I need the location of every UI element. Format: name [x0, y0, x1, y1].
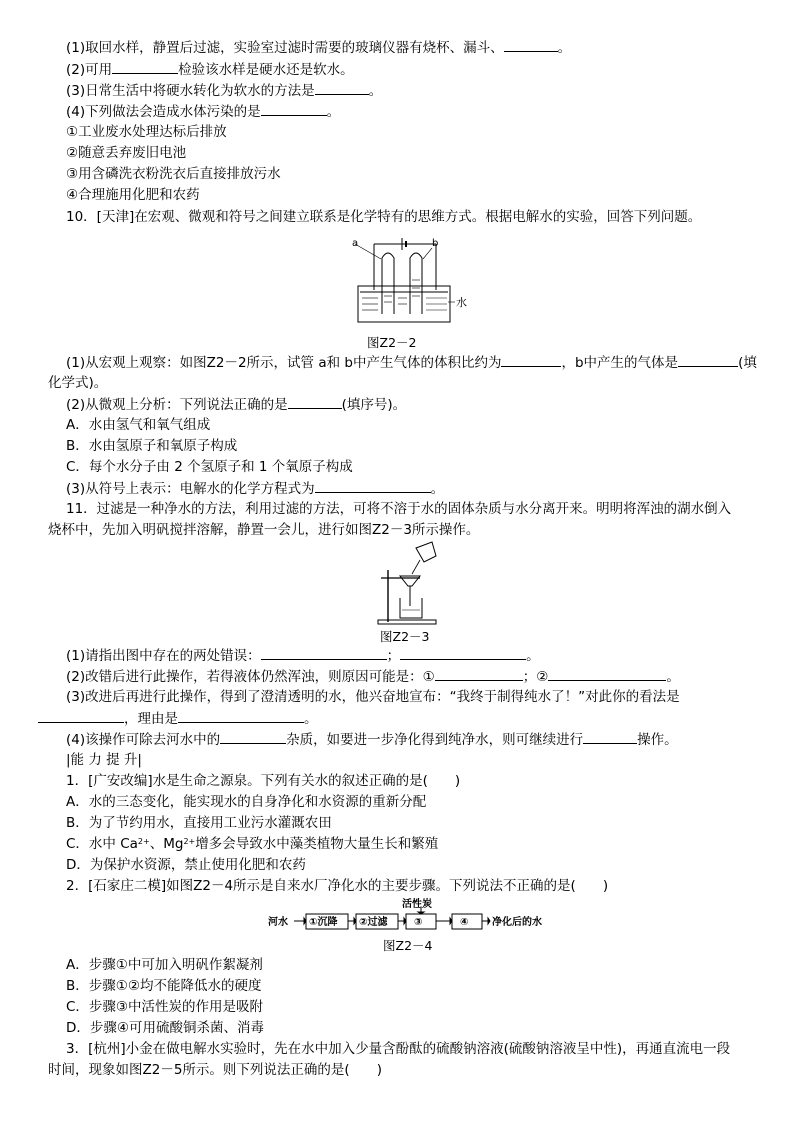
- figure-caption: 图Z2－2: [367, 335, 417, 350]
- n2-option-a: A．步骤①中可加入明矾作絮凝剂: [66, 957, 263, 973]
- answer-blank[interactable]: [315, 81, 369, 95]
- n3-stem-line2: 时间，现象如图Z2－5所示。则下列说法正确的是( ): [48, 1062, 382, 1078]
- figure-caption: 图Z2－4: [383, 938, 433, 953]
- answer-blank[interactable]: [288, 395, 342, 409]
- q11-part3-cont: ，理由是 。: [38, 709, 318, 728]
- activated-carbon-label: 活性炭: [402, 899, 432, 910]
- flow-step4: ④: [460, 917, 469, 928]
- flow-step3: ③: [414, 917, 423, 928]
- answer-blank[interactable]: [504, 38, 558, 52]
- q10-part1-cont: 化学式)。: [48, 375, 108, 391]
- q10-part1: (1)从宏观上观察：如图Z2－2所示，试管 a和 b中产生气体的体积比约为 ，b中产生的气体是 (填: [66, 355, 757, 371]
- answer-blank[interactable]: [501, 353, 561, 367]
- n1-option-c: C．水中 $Ca^{2+}$、$Mg^{2+}$增多会导致水中藻类植物大量生长和繁殖: [66, 836, 439, 852]
- label-water: 水: [456, 296, 467, 309]
- n3-stem-line1: 3．[杭州]小金在做电解水实验时，先在水中加入少量含酚酞的硫酸钠溶液(硫酸钠溶液呈中性)，再通直流电一段: [66, 1041, 731, 1057]
- n1-stem: 1．[广安改编]水是生命之源泉。下列有关水的叙述正确的是( ): [66, 773, 461, 789]
- q9-option-1: ①工业废水处理达标后排放: [66, 124, 227, 140]
- q11-part2: (2)改错后进行此操作，若得液体仍然浑浊，则原因可能是：① ；② 。: [66, 669, 680, 685]
- q9-option-3: ③用含磷洗衣粉洗衣后直接排放污水: [66, 166, 281, 182]
- q9-option-2: ②随意丢弃废旧电池: [66, 145, 187, 161]
- flow-river: 河水: [268, 917, 288, 928]
- answer-blank[interactable]: [112, 60, 178, 74]
- answer-blank[interactable]: [435, 667, 523, 681]
- n2-stem: 2．[石家庄二模]如图Z2－4所示是自来水厂净化水的主要步骤。下列说法不正确的是( ): [66, 878, 609, 894]
- section-heading: |能 力 提 升|: [66, 752, 142, 768]
- q10-option-b: B．水由氢原子和氧原子构成: [66, 438, 238, 454]
- n2-option-b: B．步骤①②均不能降低水的硬度: [66, 978, 262, 994]
- q9-part3: (3)日常生活中将硬水转化为软水的方法是 。: [66, 83, 383, 99]
- answer-blank[interactable]: [678, 353, 738, 367]
- q9-part1: (1)取回水样，静置后过滤，实验室过滤时需要的玻璃仪器有烧杯、漏斗、 。: [66, 40, 572, 56]
- answer-blank[interactable]: [261, 646, 387, 660]
- answer-blank[interactable]: [400, 646, 526, 660]
- answer-blank[interactable]: [220, 730, 286, 744]
- q9-part2: (2)可用 检验该水样是硬水还是软水。: [66, 62, 354, 78]
- q11-stem-line1: 11．过滤是一种净水的方法，利用过滤的方法，可将不溶于水的固体杂质与水分离开来。明明将浑浊的湖水倒入: [66, 501, 732, 517]
- electrolysis-apparatus-figure: [352, 232, 472, 327]
- n1-option-b: B．为了节约用水，直接用工业污水灌溉农田: [66, 815, 332, 831]
- q11-part3: (3)改进后再进行此操作，得到了澄清透明的水，他兴奋地宣布：“我终于制得纯水了！”对此你的看法是: [66, 689, 680, 705]
- water-treatment-flowchart: [268, 898, 558, 934]
- q10-option-a: A．水由氢气和氧气组成: [66, 417, 211, 433]
- answer-blank[interactable]: [38, 709, 124, 723]
- label-a: a: [352, 238, 359, 249]
- q11-part4: (4)该操作可除去河水中的 杂质，如要进一步净化得到纯净水，则可继续进行 操作。: [66, 732, 678, 748]
- flow-step2: ②过滤: [359, 917, 388, 928]
- figure-caption: 图Z2－3: [380, 629, 430, 644]
- q11-stem-line2: 烧杯中，先加入明矾搅拌溶解，静置一会儿，进行如图Z2－3所示操作。: [48, 522, 480, 538]
- q10-stem: 10．[天津]在宏观、微观和符号之间建立联系是化学特有的思维方式。根据电解水的实验，回答下列问题。: [66, 209, 702, 225]
- n1-option-a: A．水的三态变化，能实现水的自身净化和水资源的重新分配: [66, 794, 427, 810]
- answer-blank[interactable]: [178, 709, 304, 723]
- answer-blank[interactable]: [315, 479, 431, 493]
- q9-option-4: ④合理施用化肥和农药: [66, 187, 200, 203]
- answer-blank[interactable]: [548, 667, 666, 681]
- q10-part2: (2)从微观上分析：下列说法正确的是 (填序号)。: [66, 397, 407, 413]
- answer-blank[interactable]: [261, 102, 327, 116]
- q9-part4: (4)下列做法会造成水体污染的是 。: [66, 104, 341, 120]
- q10-option-c: C．每个水分子由 2 个氢原子和 1 个氧原子构成: [66, 459, 353, 475]
- filtration-apparatus-figure: [376, 540, 446, 626]
- flow-end: 净化后的水: [492, 917, 542, 928]
- answer-blank[interactable]: [583, 730, 637, 744]
- q10-part3: (3)从符号上表示：电解水的化学方程式为 。: [66, 481, 445, 497]
- q11-part1: (1)请指出图中存在的两处错误： ； 。: [66, 648, 540, 664]
- label-b: b: [432, 238, 439, 249]
- n2-option-d: D．步骤④可用硫酸铜杀菌、消毒: [66, 1020, 264, 1036]
- flow-step1: ①沉降: [309, 917, 338, 928]
- n2-option-c: C．步骤③中活性炭的作用是吸附: [66, 999, 264, 1015]
- n1-option-d: D．为保护水资源，禁止使用化肥和农药: [66, 857, 306, 873]
